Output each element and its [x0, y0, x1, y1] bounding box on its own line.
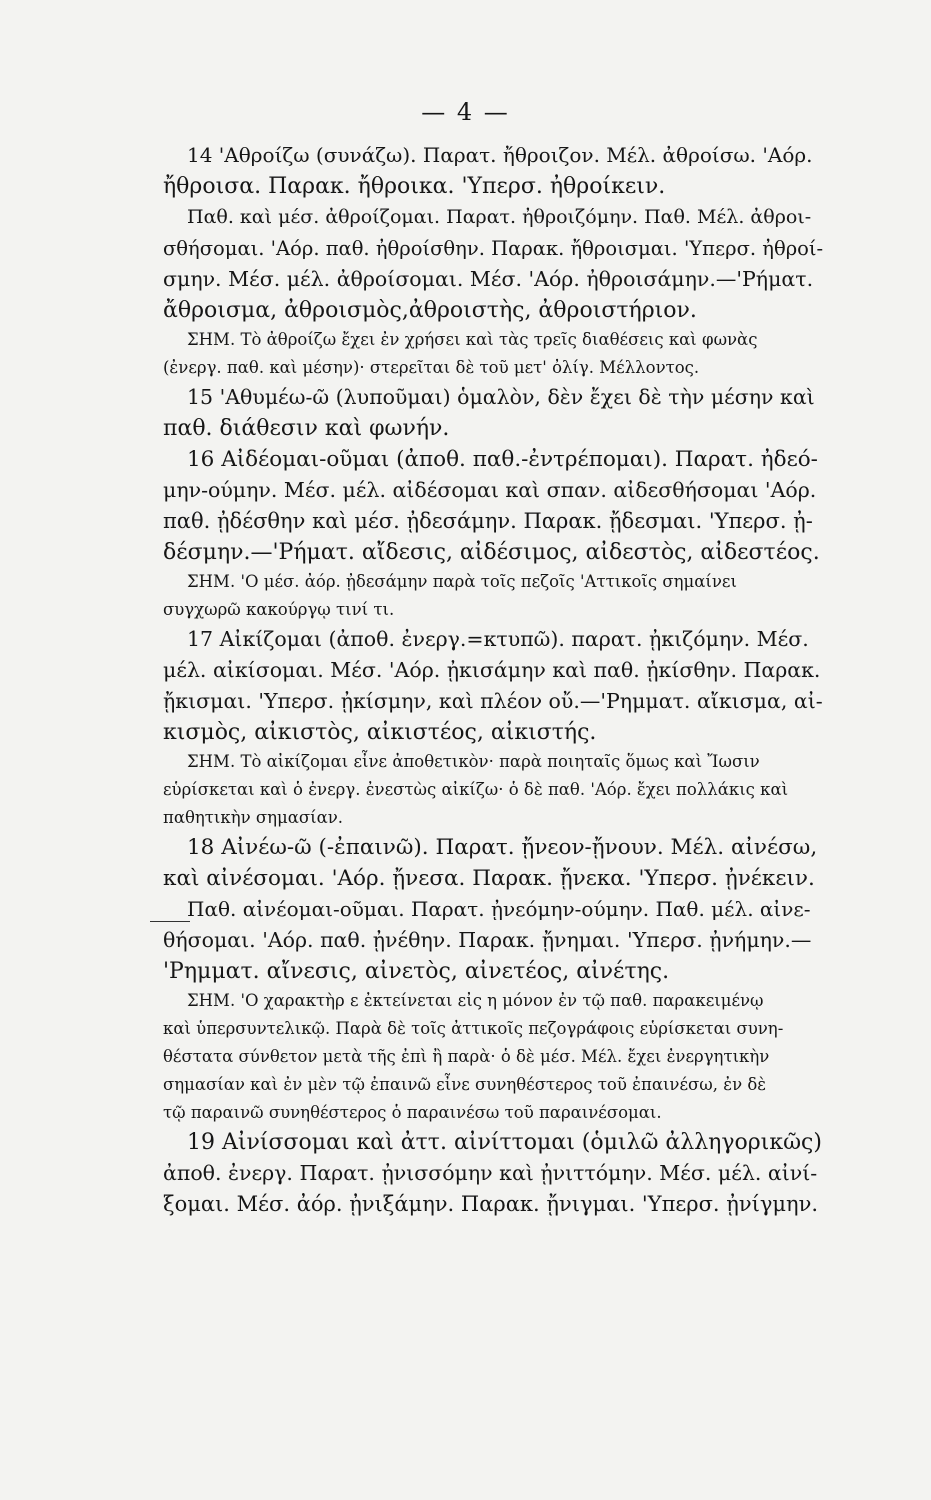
- entry-14-note-1: ΣΗΜ. Τὸ ἀθροίζω ἔχει ἐν χρήσει καὶ τὰς τρεῖς διαθέσεις καὶ φωνὰς: [187, 330, 758, 349]
- entry-17-note-3: παθητικὴν σημασίαν.: [163, 808, 344, 827]
- entry-17-note-2: εὑρίσκεται καὶ ὁ ἐνεργ. ἐνεστὼς αἰκίζω· ὁ δὲ παθ. 'Αόρ. ἔχει πολλάκις καὶ: [163, 780, 789, 799]
- text-block: [163, 140, 823, 1220]
- entry-14-line-4: σθήσομαι. 'Αόρ. παθ. ἠθροίσθην. Παρακ. ἤθροισμαι. 'Υπερσ. ἠθροί-: [163, 237, 823, 260]
- entry-18-note-4: σημασίαν καὶ ἐν μὲν τῷ ἐπαινῶ εἶνε συνηθέστερος τοῦ ἐπαινέσω, ἐν δὲ: [163, 1075, 767, 1094]
- entry-16-note-1: ΣΗΜ. 'Ο μέσ. ἀόρ. ᾐδεσάμην παρὰ τοῖς πεζοῖς 'Αττικοῖς σημαίνει: [187, 572, 737, 591]
- entry-19-line-1: 19 Αἰνίσσομαι καὶ ἀττ. αἰνίττομαι (ὁμιλῶ ἀλληγορικῶς): [187, 1130, 822, 1155]
- entry-19-line-3: ξομαι. Μέσ. ἀόρ. ᾐνιξάμην. Παρακ. ᾔνιγμαι. 'Υπερσ. ᾐνίγμην.: [163, 1192, 819, 1216]
- entry-19-line-2: ἀποθ. ἐνεργ. Παρατ. ᾐνισσόμην καὶ ᾐνιττόμην. Μέσ. μέλ. αἰνί-: [163, 1161, 818, 1185]
- entry-18-line-4: θήσομαι. 'Αόρ. παθ. ᾐνέθην. Παρακ. ᾔνημαι. 'Υπερσ. ᾐνήμην.—: [163, 928, 812, 952]
- entry-17-line-4: κισμὸς, αἰκιστὸς, αἰκιστέος, αἰκιστής.: [163, 720, 597, 745]
- entry-15-line-1: 15 'Αθυμέω-ῶ (λυποῦμαι) ὁμαλὸν, δὲν ἔχει δὲ τὴν μέσην καὶ: [187, 385, 815, 409]
- entry-14-line-3: Παθ. καὶ μέσ. ἀθροίζομαι. Παρατ. ἠθροιζόμην. Παθ. Μέλ. ἀθροι-: [187, 206, 812, 228]
- entry-17-line-3: ᾔκισμαι. 'Υπερσ. ᾐκίσμην, καὶ πλέον οὔ.—'Ρημματ. αἴκισμα, αἰ-: [163, 689, 823, 713]
- entry-18-note-3: θέστατα σύνθετον μετὰ τῆς ἐπὶ ἢ παρὰ· ὁ δὲ μέσ. Μέλ. ἔχει ἐνεργητικὴν: [163, 1047, 770, 1066]
- entry-14-line-2: ἤθροισα. Παρακ. ἤθροικα. 'Υπερσ. ἠθροίκειν.: [163, 174, 666, 199]
- entry-16-line-2: μην-ούμην. Μέσ. μέλ. αἰδέσομαι καὶ σπαν. αἰδεσθήσομαι 'Αόρ.: [163, 478, 817, 502]
- entry-18-line-2: καὶ αἰνέσομαι. 'Αόρ. ᾔνεσα. Παρακ. ᾔνεκα. 'Υπερσ. ᾐνέκειν.: [163, 866, 815, 891]
- entry-16-note-2: συγχωρῶ κακούργῳ τινί τι.: [163, 600, 395, 619]
- entry-14-line-5: σμην. Μέσ. μέλ. ἀθροίσομαι. Μέσ. 'Αόρ. ἠθροισάμην.—'Ρήματ.: [163, 267, 814, 291]
- entry-14-line-6: ἄθροισμα, ἀθροισμὸς,ἀθροιστὴς, ἀθροιστήριον.: [163, 298, 697, 323]
- entry-16-line-1: 16 Αἰδέομαι-οῦμαι (ἀποθ. παθ.-ἐντρέπομαι). Παρατ. ἠδεό-: [187, 447, 818, 472]
- entry-16-line-4: δέσμην.—'Ρήματ. αἴδεσις, αἰδέσιμος, αἰδεστὸς, αἰδεστέος.: [163, 540, 820, 565]
- page-number: — 4 —: [421, 98, 510, 126]
- entry-17-line-1: 17 Αἰκίζομαι (ἀποθ. ἐνεργ.=κτυπῶ). παρατ. ᾐκιζόμην. Μέσ.: [187, 627, 809, 651]
- entry-18-note-5: τῷ παραινῶ συνηθέστερος ὁ παραινέσω τοῦ παραινέσομαι.: [163, 1103, 662, 1122]
- entry-15-line-2: παθ. διάθεσιν καὶ φωνήν.: [163, 416, 450, 441]
- entry-14-note-2: (ἐνεργ. παθ. καὶ μέσην)· στερεῖται δὲ τοῦ μετ' ὀλίγ. Μέλλοντος.: [163, 358, 700, 377]
- entry-18-line-3: Παθ. αἰνέομαι-οῦμαι. Παρατ. ᾐνεόμην-ούμην. Παθ. μέλ. αἰνε-: [187, 897, 811, 921]
- entry-14-line-1: 14 'Αθροίζω (συνάζω). Παρατ. ἤθροιζον. Μέλ. ἀθροίσω. 'Αόρ.: [187, 143, 813, 167]
- entry-18-note-2: καὶ ὑπερσυντελικῷ. Παρὰ δὲ τοῖς ἀττικοῖς πεζογράφοις εὑρίσκεται συνη-: [163, 1019, 784, 1038]
- entry-17-line-2: μέλ. αἰκίσομαι. Μέσ. 'Αόρ. ᾐκισάμην καὶ παθ. ᾐκίσθην. Παρακ.: [163, 658, 821, 682]
- entry-16-line-3: παθ. ᾐδέσθην καὶ μέσ. ᾐδεσάμην. Παρακ. ᾔδεσμαι. 'Υπερσ. ᾐ-: [163, 509, 813, 533]
- entry-18-note-1: ΣΗΜ. 'Ο χαρακτὴρ ε ἐκτείνεται εἰς η μόνον ἐν τῷ παθ. παρακειμένῳ: [187, 991, 764, 1010]
- entry-18-line-1: 18 Αἰνέω-ῶ (-ἐπαινῶ). Παρατ. ᾔνεον-ᾔνουν. Μέλ. αἰνέσω,: [187, 835, 818, 860]
- entry-18-line-5: 'Ρημματ. αἴνεσις, αἰνετὸς, αἰνετέος, αἰνέτης.: [163, 959, 670, 984]
- entry-17-note-1: ΣΗΜ. Τὸ αἰκίζομαι εἶνε ἀποθετικὸν· παρὰ ποιηταῖς ὅμως καὶ Ἴωσιν: [187, 752, 760, 771]
